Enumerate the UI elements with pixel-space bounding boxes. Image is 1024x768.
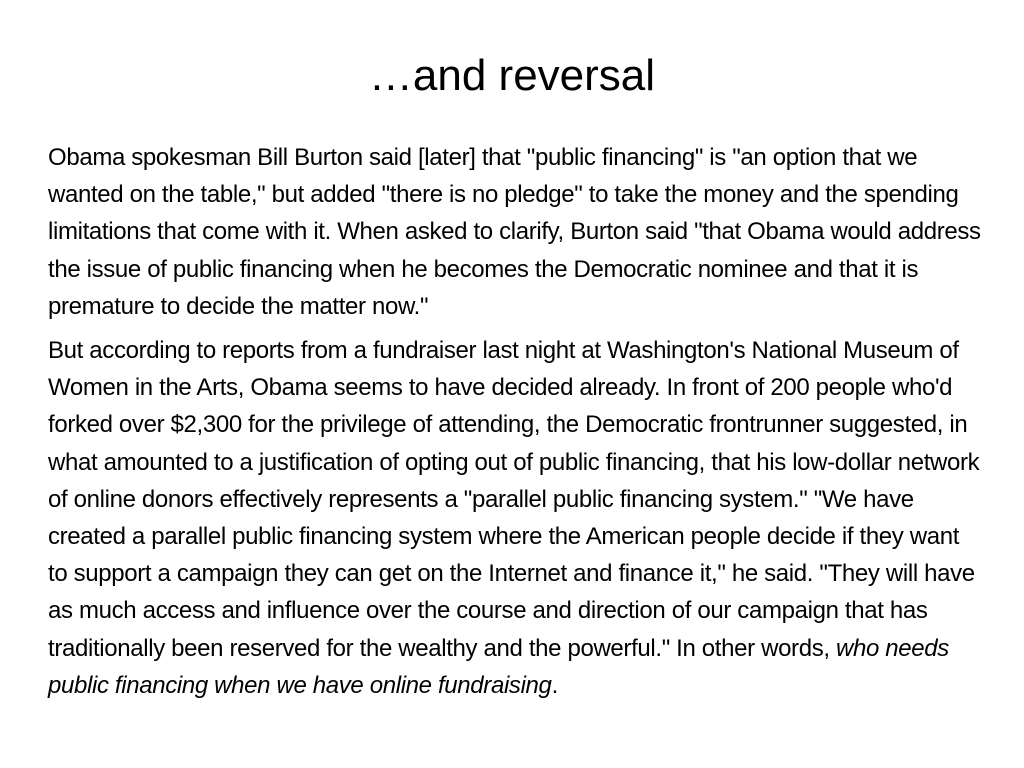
slide-title: …and reversal [368, 51, 656, 100]
paragraph-burton-statement: Obama spokesman Bill Burton said [later] that "public financing" is "an option that we wanted on the table," but added "there is no pledge" to take the money and the spending limitations that come with it. When asked to clarify, Burton said "that Obama would address the issue of public financing when he becomes the Democratic nominee and that it is premature to decide the matter now." [48, 144, 981, 320]
paragraph-fundraiser-report [48, 332, 984, 704]
paragraph-period: . [551, 671, 558, 699]
emphasis-online-fundraising: who needs public financing when we have online fundraising [48, 634, 949, 699]
slide-body [48, 139, 984, 711]
paragraph-fundraiser-text: But according to reports from a fundraiser last night at Washington's National Museum of Women in the Arts, Obama seems to have decided already. In front of 200 people who'd forked over $2,300 for the privilege of attending, the Democratic frontrunner suggested, in what amounted to a justification of opting out of public financing, that his low-dollar network of online donors effectively represents a "parallel public financing system." "We have created a parallel public financing system where the American people decide if they want to support a campaign they can get on the Internet and finance it," he said. "They will have as much access and influence over the course and direction of our campaign that has traditionally been reserved for the wealthy and the powerful." In other words, [48, 337, 980, 662]
